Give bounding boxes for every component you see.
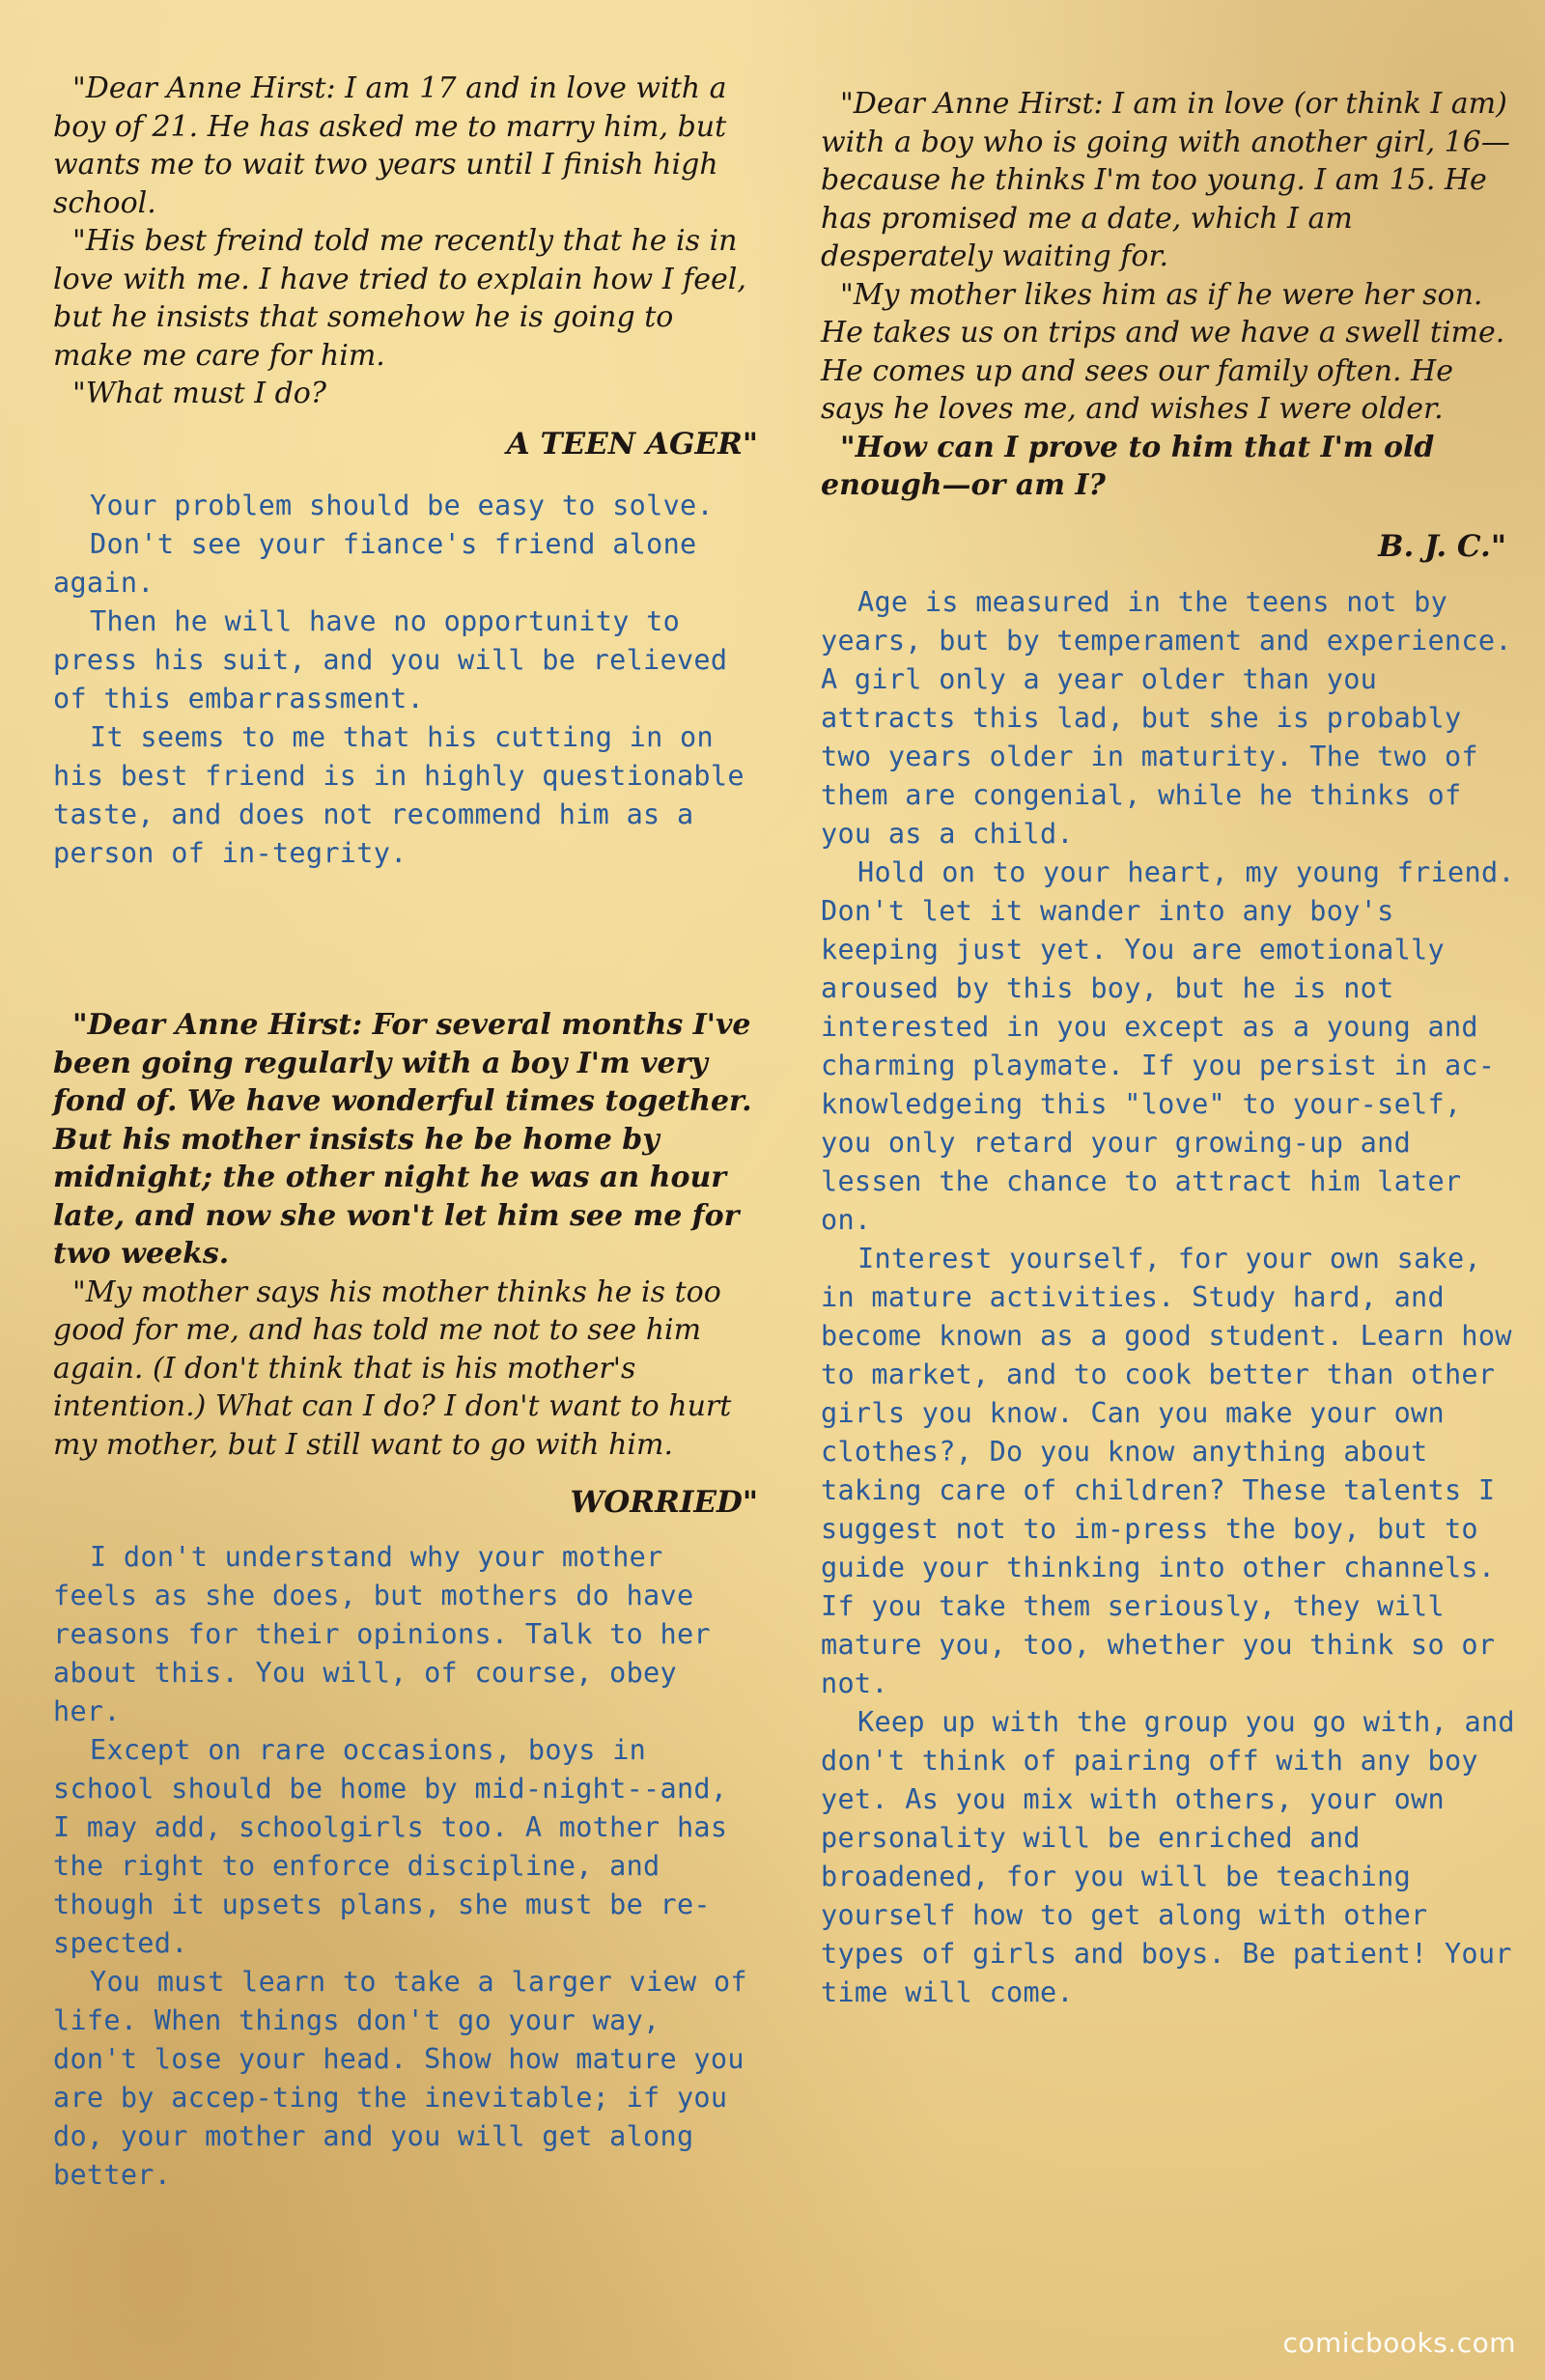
answer-teen-ager (53, 487, 758, 873)
answer-paragraph: Then he will have no opportunity to press his suit, and you will be relieved of this embarrassment. (53, 605, 728, 714)
answer-paragraph: Hold on to your heart, my young friend. Don't let it wander into any boy's keeping just yet. You are emotionally aroused by this boy, but he is not interested in you except as a young and charming playmate. If you persist in ac-knowledgeing this "love" to your-self, you only retard your growing-up and lessen the chance to attract him later on. (821, 856, 1515, 1236)
letter-paragraph: "Dear Anne Hirst: I am in love (or think I am) with a boy who is going with another girl, 16—because he thinks I'm too young. I am 15. He has promised me a date, which I am desperately waiting for. (821, 87, 1510, 273)
signature-bjc: B. J. C." (1378, 529, 1506, 564)
answer-paragraph: Interest yourself, for your own sake, in mature activities. Study hard, and become known as a good student. Learn how to market, and to cook better than other girls you know. Can you make your own clothes?, Do you know anything about taking care of children? These talents I suggest not to im-press the boy, but to guide your thinking into other channels. If you take them seriously, they will mature you, too, whether you think so or not. (821, 1243, 1512, 1699)
letter-paragraph: "How can I prove to him that I'm old enough—or am I? (821, 430, 1435, 502)
watermark-text: comicbooks.com (1282, 2327, 1516, 2359)
answer-paragraph: I don't understand why your mother feels as she does, but mothers do have reasons for their opinions. Talk to her about this. You will, of course, obey her. (53, 1541, 711, 1727)
letter-paragraph: "Dear Anne Hirst: I am 17 and in love with a boy of 21. He has asked me to marry him, but wants me to wait two years until I finish high school. (53, 71, 727, 220)
answer-paragraph: Keep up with the group you go with, and don't think of pairing off with any boy yet. As you mix with others, your own personality will be enriched and broadened, for you will be teaching yourself how to get along with other types of girls and boys. Be patient! Your time will come. (821, 1706, 1515, 2008)
signature-worried: WORRIED" (570, 1485, 758, 1520)
letter-paragraph: "My mother likes him as if he were her son. He takes us on trips and we have a swell time. He comes up and sees our family often. He says he loves me, and wishes I were older. (821, 277, 1505, 426)
answer-paragraph: Except on rare occasions, boys in school should be home by mid-night--and, I may add, schoolgirls too. A mother has the right to enforce discipline, and though it upsets plans, she must be re-spected. (53, 1734, 728, 1959)
answer-bjc (821, 583, 1516, 2012)
letter-paragraph: "Dear Anne Hirst: For several months I've been going regularly with a boy I'm very fond of. We have wonderful times together. But his mother insists he be home by midnight; the other night he was an hour late, and now she won't let him see me for two weeks. (53, 1008, 752, 1271)
answer-paragraph: Age is measured in the teens not by years, but by temperament and experience. A girl only a year older than you attracts this lad, but she is probably two years older in maturity. The two of them are congenial, while he thinks of you as a child. (821, 586, 1512, 850)
answer-paragraph: You must learn to take a larger view of life. When things don't go your way, don't lose your head. Show how mature you are by accep-ting the inevitable; if you do, your mother and you will get along better. (53, 1966, 747, 2191)
signature-teen-ager: A TEEN AGER" (506, 427, 758, 462)
answer-paragraph: Your problem should be easy to solve. (90, 490, 714, 521)
letter-paragraph: "What must I do? (72, 377, 326, 410)
letter-paragraph: "His best freind told me recently that he is in love with me. I have tried to explain how I feel, but he insists that somehow he is going to make me care for him. (53, 224, 746, 373)
letter-teen-ager (53, 70, 758, 413)
letter-bjc (821, 85, 1516, 505)
answer-worried (53, 1538, 758, 2195)
letter-worried (53, 1006, 758, 1464)
answer-paragraph: Don't see your fiance's friend alone again. (53, 528, 697, 599)
answer-paragraph: It seems to me that his cutting in on his best friend is in highly questionable taste, and does not recommend him as a person of in-tegrity. (53, 721, 744, 869)
letter-paragraph: "My mother says his mother thinks he is too good for me, and has told me not to see him again. (I don't think that is his mother's intention.) What can I do? I don't want to hurt my mother, but I still want to go with him. (53, 1274, 732, 1462)
